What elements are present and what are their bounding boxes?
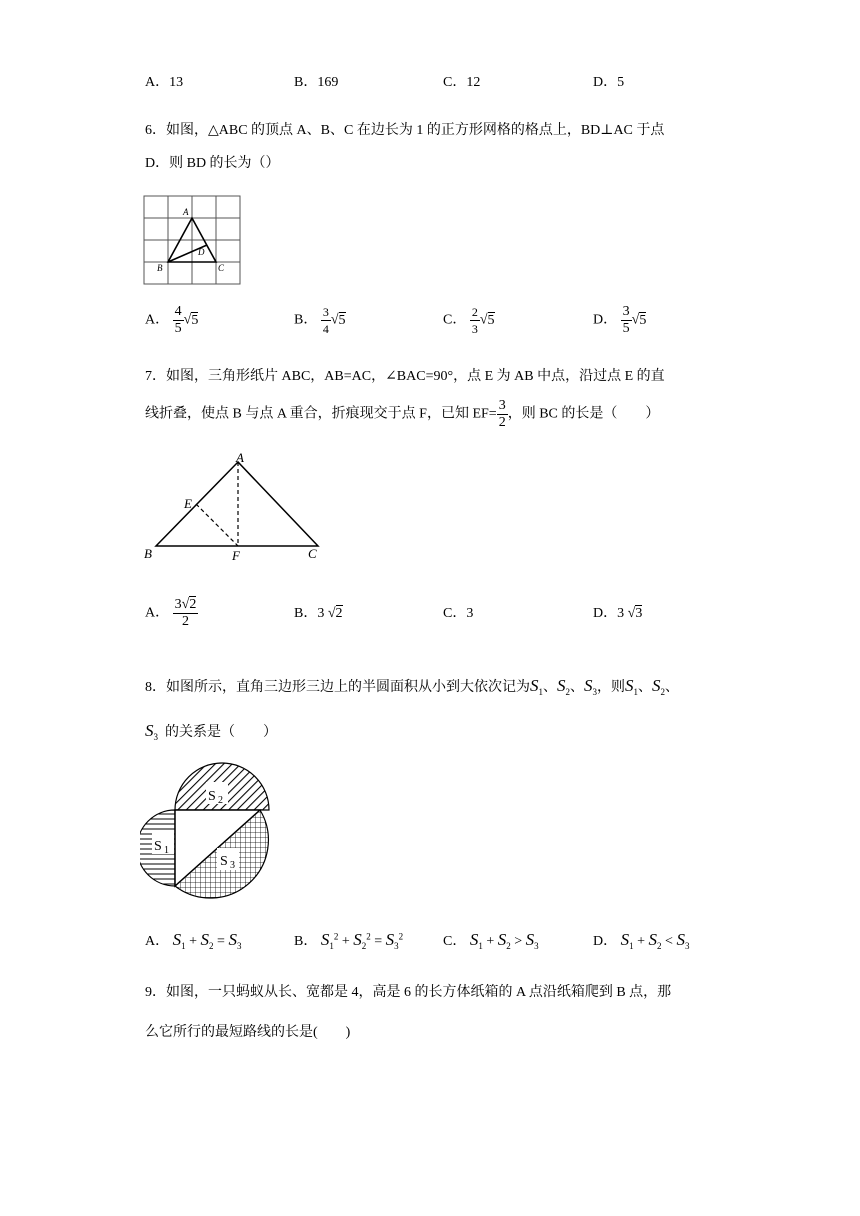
q6-grid-figure [143,195,243,285]
svg-text:E: E [184,496,192,511]
q8-option-b: B． $S_1^2 + S_2^2 = S_3^2$ [294,930,404,951]
q6-stem-line2: D．则 BD 的长为（） [145,156,280,171]
q7-stem-line2: 线折叠，使点 B 与点 A 重合，折痕现交于点 F，已知 EF= $\frac{3}{2}$ ，则 BC 的长是（ ） [145,398,660,430]
svg-text:S: S [154,839,162,854]
q5-option-b: B．169 [294,75,339,90]
q7-stem-line1: 7．如图，三角形纸片 ABC，AB=AC，∠BAC=90°，点 E 为 AB 中点，沿过点 E 的直 [145,369,665,384]
svg-text:D: D [198,247,205,257]
q8-stem-line1: 8．如图所示，直角三边形三边上的半圆面积从小到大依次记为$S_1$、$S_2$、$S_3$，则$S_1$、$S_2$、 [145,676,679,697]
svg-text:A: A [183,207,189,217]
q6-option-a: A． $\frac{4}{5}$ √5 [145,304,199,336]
svg-text:3: 3 [230,860,235,871]
svg-text:B: B [144,546,152,561]
q8-semicircles-figure [140,762,285,900]
q7-option-d: D．3 √3 [593,606,643,621]
q7-option-b: B．3 √2 [294,606,343,621]
q9-stem-line2: 么它所行的最短路线的长是( ) [145,1025,351,1040]
q5-option-d: D．5 [593,75,625,90]
svg-text:S: S [208,789,216,804]
q6-option-d: D． $\frac{3}{5}$ √5 [593,304,647,336]
svg-text:S: S [220,854,228,869]
q8-option-c: C． $S_1 + S_2 > S_3$ [443,930,539,951]
svg-text:F: F [232,548,240,563]
q6-option-c: C． $\frac{2}{3}$ √5 [443,305,495,336]
q8-option-d: D． $S_1 + S_2 < S_3$ [593,930,690,951]
q6-option-b: B． $\frac{3}{4}$ √5 [294,305,346,336]
q9-stem-line1: 9．如图，一只蚂蚁从长、宽都是 4，高是 6 的长方体纸箱的 A 点沿纸箱爬到 B 点，那 [145,985,672,1000]
svg-text:A: A [236,450,244,465]
q5-option-a: A．13 [145,75,184,90]
q6-stem-line1: 6．如图，△ABC 的顶点 A、B、C 在边长为 1 的正方形网格的格点上，BD⊥AC 于点 [145,123,665,138]
q8-option-a: A． $S_1 + S_2 = S_3$ [145,930,242,951]
svg-text:B: B [157,263,163,273]
svg-text:C: C [308,546,317,561]
svg-text:1: 1 [164,845,169,856]
svg-text:2: 2 [218,795,223,806]
svg-text:C: C [218,263,225,273]
q7-triangle-figure [140,450,330,565]
q5-option-c: C．12 [443,75,481,90]
q7-option-c: C．3 [443,606,474,621]
q8-stem-line2: $S_3$ 的关系是（ ） [145,721,277,742]
q7-option-a: A． $\frac{3√2}{2}$ [145,597,197,629]
